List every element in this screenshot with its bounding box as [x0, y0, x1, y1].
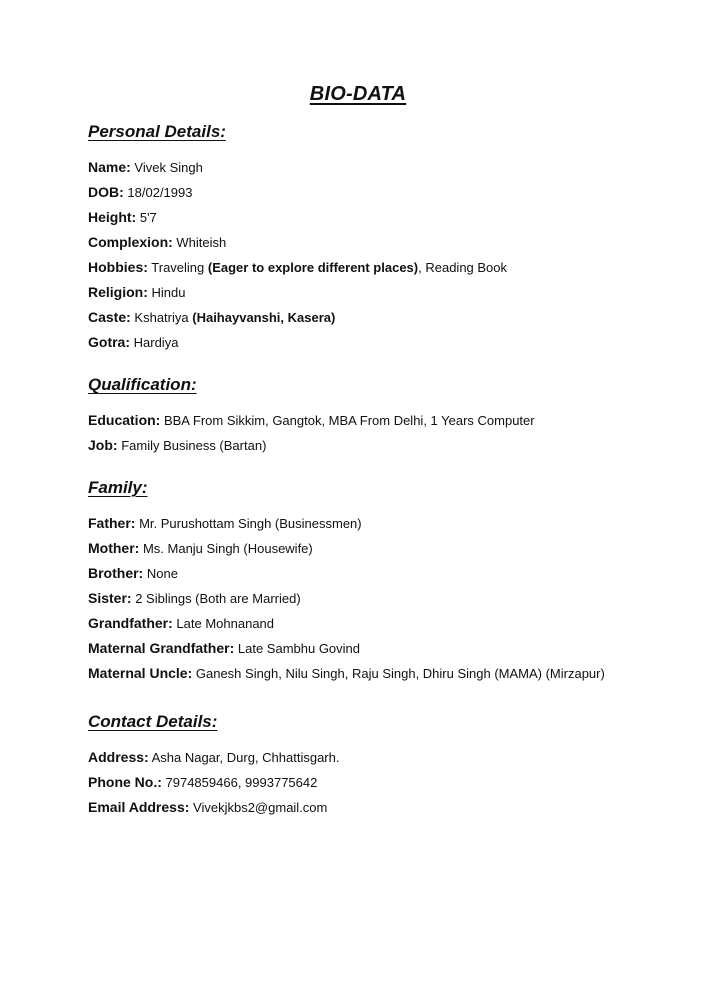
field-education-value: BBA From Sikkim, Gangtok, MBA From Delhi, 1 Years Computer [163, 413, 535, 428]
field-dob-value: 18/02/1993 [127, 185, 193, 200]
field-email-value: Vivekjkbs2@gmail.com [193, 800, 328, 815]
field-maternal-uncle-value: Ganesh Singh, Nilu Singh, Raju Singh, Dhiru Singh (MAMA) (Mirzapur) [195, 666, 605, 681]
field-complexion-value: Whiteish [176, 235, 227, 250]
field-maternal-grandfather [88, 640, 360, 657]
field-hobbies-label: Hobbies: [88, 259, 148, 275]
field-religion-value: Hindu [151, 285, 186, 300]
field-dob [88, 184, 192, 201]
field-sister [88, 590, 301, 607]
field-hobbies [88, 259, 507, 276]
family-heading: Family: [88, 478, 148, 497]
field-father-label: Father: [88, 515, 136, 531]
field-phone-value: 7974859466, 9993775642 [165, 775, 318, 790]
field-gotra [88, 334, 178, 351]
field-mother [88, 540, 313, 557]
field-brother-label: Brother: [88, 565, 144, 581]
field-maternal-uncle [88, 665, 605, 682]
field-maternal-grandfather-label: Maternal Grandfather: [88, 640, 235, 656]
contact-details-heading: Contact Details: [88, 712, 218, 731]
field-religion-label: Religion: [88, 284, 148, 300]
field-name-label: Name: [88, 159, 131, 175]
field-complexion-label: Complexion: [88, 234, 173, 250]
field-grandfather [88, 615, 274, 632]
field-gotra-label: Gotra: [88, 334, 130, 350]
field-caste-value: Kshatriya [134, 310, 189, 325]
field-address-label: Address: [88, 749, 149, 765]
field-email-label: Email Address: [88, 799, 190, 815]
field-height-value: 5'7 [139, 210, 157, 225]
field-father [88, 515, 362, 532]
field-hobbies-note: (Eager to explore different places) [207, 260, 419, 275]
field-brother-value: None [146, 566, 178, 581]
field-name [88, 159, 203, 176]
field-mother-label: Mother: [88, 540, 140, 556]
field-education [88, 412, 535, 429]
field-address-value: Asha Nagar, Durg, Chhattisgarh. [151, 750, 340, 765]
field-father-value: Mr. Purushottam Singh (Businessmen) [139, 516, 362, 531]
field-grandfather-value: Late Mohnanand [176, 616, 275, 631]
field-address [88, 749, 339, 766]
field-hobbies-value-extra: , Reading Book [418, 260, 508, 275]
field-height-label: Height: [88, 209, 137, 225]
field-religion [88, 284, 185, 301]
field-gotra-value: Hardiya [133, 335, 179, 350]
qualification-heading: Qualification: [88, 375, 197, 394]
field-email [88, 799, 327, 816]
field-caste-label: Caste: [88, 309, 131, 325]
field-maternal-uncle-label: Maternal Uncle: [88, 665, 193, 681]
field-job [88, 437, 266, 454]
field-caste [88, 309, 335, 326]
personal-details-heading: Personal Details: [88, 122, 226, 141]
field-job-label: Job: [88, 437, 118, 453]
field-sister-value: 2 Siblings (Both are Married) [135, 591, 301, 606]
field-job-value: Family Business (Bartan) [121, 438, 267, 453]
field-caste-note: (Haihayvanshi, Kasera) [192, 310, 336, 325]
field-sister-label: Sister: [88, 590, 132, 606]
field-education-label: Education: [88, 412, 161, 428]
page-title: BIO-DATA [309, 83, 407, 105]
field-grandfather-label: Grandfather: [88, 615, 173, 631]
field-phone-label: Phone No.: [88, 774, 162, 790]
field-dob-label: DOB: [88, 184, 124, 200]
field-height [88, 209, 157, 226]
field-name-value: Vivek Singh [134, 160, 203, 175]
field-complexion [88, 234, 226, 251]
field-mother-value: Ms. Manju Singh (Housewife) [142, 541, 313, 556]
field-hobbies-value: Traveling [151, 260, 205, 275]
field-brother [88, 565, 178, 582]
field-maternal-grandfather-value: Late Sambhu Govind [237, 641, 361, 656]
field-phone [88, 774, 317, 791]
